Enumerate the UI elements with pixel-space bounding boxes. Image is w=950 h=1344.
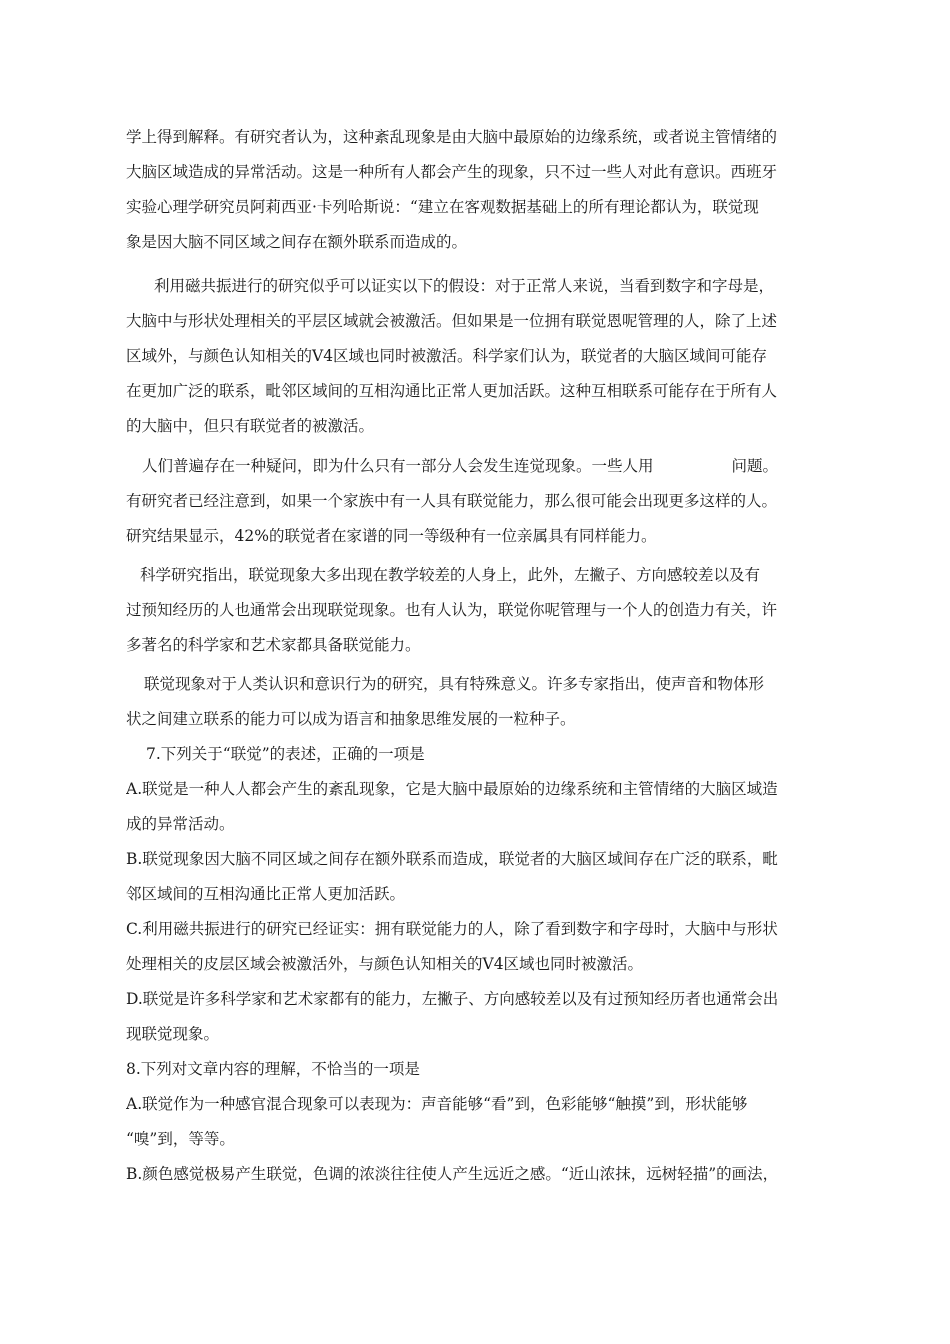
q7-option-c: C.利用磁共振进行的研究已经证实：拥有联觉能力的人，除了看到数字和字母时，大脑中与形状 [126,920,778,938]
passage-line [142,456,842,476]
passage-line: 多著名的科学家和艺术家都具备联觉能力。 [126,636,421,654]
q8-stem-pre: 8.下列对文章内容的理解， [126,1060,312,1078]
passage-line: 实验心理学研究员阿莉西亚·卡列哈斯说：“建立在客观数据基础上的所有理论都认为，联觉现 [126,198,759,216]
q7-option-b-cont: 邻区域间的互相沟通比正常人更加活跃。 [126,885,406,903]
q7-option-a-cont: 成的异常活动。 [126,815,235,833]
q7-option-a: A.联觉是一种人人都会产生的紊乱现象，它是大脑中最原始的边缘系统和主管情绪的大脑区域造 [126,780,778,798]
q7-option-d: D.联觉是许多科学家和艺术家都有的能力，左撇子、方向感较差以及有过预知经历者也通常会出 [126,990,779,1008]
passage-line: 利用磁共振进行的研究似乎可以证实以下的假设：对于正常人来说，当看到数字和字母是， [154,277,775,295]
q8-option-b: B.颜色感觉极易产生联觉，色调的浓淡往往使人产生远近之感。“近山浓抹，远树轻描”的画法， [126,1165,779,1183]
passage-line: 科学研究指出，联觉现象大多出现在教学较差的人身上，此外，左撇子、方向感较差以及有 [140,566,761,584]
passage-line: 状之间建立联系的能力可以成为语言和抽象思维发展的一粒种子。 [126,710,576,728]
q7-option-b: B.联觉现象因大脑不同区域之间存在额外联系而造成，联觉者的大脑区域间存在广泛的联系，毗 [126,850,778,868]
passage-line: 学上得到解释。有研究者认为，这种紊乱现象是由大脑中最原始的边缘系统，或者说主管情绪的 [126,128,778,146]
passage-line: 区域外，与颜色认知相关的V4区域也同时被激活。科学家们认为，联觉者的大脑区域间可能存 [126,347,768,365]
passage-line: 有研究者已经注意到，如果一个家族中有一人具有联觉能力，那么很可能会出现更多这样的人。 [126,492,778,510]
q8-option-a-cont: “嗅”到，等等。 [126,1130,235,1148]
passage-line: 大脑区域造成的异常活动。这是一种所有人都会产生的现象，只不过一些人对此有意识。西班牙 [126,163,778,181]
passage-line: 联觉现象对于人类认识和意识行为的研究，具有特殊意义。许多专家指出，使声音和物体形 [144,675,765,693]
passage-line: 大脑中与形状处理相关的平层区域就会被激活。但如果是一位拥有联觉恩呢管理的人，除了上述 [126,312,778,330]
q8-stem-post: 的一项是 [357,1060,420,1078]
passage-line: 象是因大脑不同区域之间存在额外联系而造成的。 [126,233,468,251]
q8-stem-emphasis [311,1060,358,1078]
passage-fragment: 问题。 [731,457,779,475]
q7-option-d-cont: 现联觉现象。 [126,1025,220,1043]
question-8-stem [126,1059,826,1079]
passage-line: 研究结果显示，42%的联觉者在家谱的同一等级种有一位亲属具有同样能力。 [126,527,657,545]
passage-line: 的大脑中，但只有联觉者的被激活。 [126,417,375,435]
q8-option-a: A.联觉作为一种感官混合现象可以表现为：声音能够“看”到，色彩能够“触摸”到，形状能够 [126,1095,748,1113]
question-7-stem: 7.下列关于“联觉”的表述，正确的一项是 [146,745,425,763]
emphasis-char: 恰 [326,1060,343,1078]
passage-line: 过预知经历的人也通常会出现联觉现象。也有人认为，联觉你呢管理与一个人的创造力有关，许 [126,601,778,619]
emphasis-char: 不 [311,1060,327,1078]
emphasis-char: 当 [342,1060,358,1078]
passage-line: 在更加广泛的联系，毗邻区域间的互相沟通比正常人更加活跃。这种互相联系可能存在于所有人 [126,382,778,400]
passage-fragment: 人们普遍存在一种疑问，即为什么只有一部分人会发生连觉现象。一些人用 [142,457,654,475]
q7-option-c-cont: 处理相关的皮层区域会被激活外，与颜色认知相关的V4区域也同时被激活。 [126,955,644,973]
